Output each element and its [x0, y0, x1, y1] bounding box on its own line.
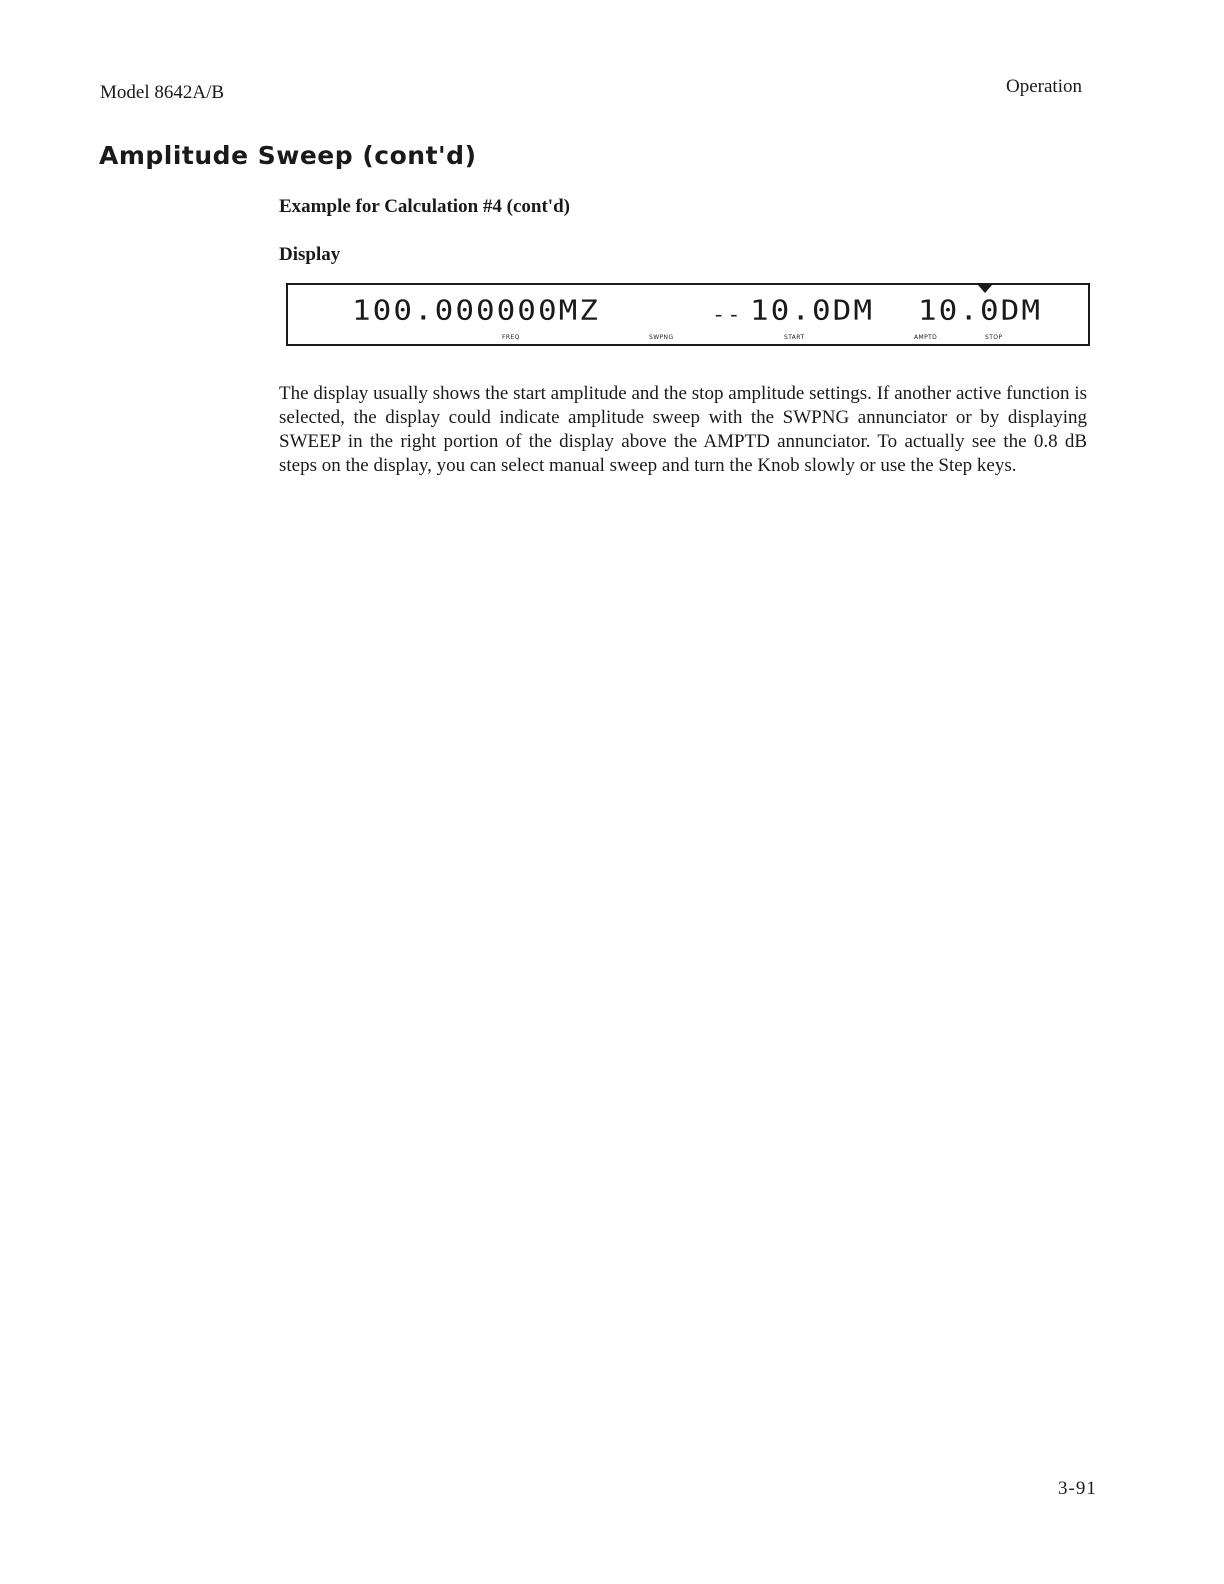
frequency-readout: 100.000000MZ: [352, 294, 600, 327]
header-section: Operation: [1006, 76, 1082, 97]
start-amplitude-readout: 10.0DM: [750, 294, 874, 327]
section-title: Amplitude Sweep (cont'd): [99, 141, 477, 170]
annunciator-swpng: SWPNG: [649, 334, 674, 341]
display-label: Display: [279, 244, 341, 265]
page-number: 3-91: [1058, 1478, 1097, 1499]
stop-amplitude-readout: 10.0DM: [918, 294, 1042, 327]
example-subheading: Example for Calculation #4 (cont'd): [279, 196, 570, 217]
header-model: Model 8642A/B: [100, 82, 225, 103]
readout-separator: --: [712, 303, 743, 327]
annunciator-ampto: AMPTD: [914, 334, 938, 341]
annunciator-freq: FREQ: [502, 334, 520, 341]
body-paragraph: The display usually shows the start amplitude and the stop amplitude settings. If another active function is selected, the display could indicate amplitude sweep with the SWPNG annunciator or by displaying SWEEP in the right portion of the display above the AMPTD annunciator. To actually see the 0.8 dB steps on the display, you can select manual sweep and turn the Knob slowly or use the Step keys.: [279, 383, 1087, 476]
instrument-display: [286, 283, 1090, 346]
annunciator-stop: STOP: [985, 334, 1003, 341]
active-indicator-icon: [978, 285, 992, 293]
annunciator-start: START: [784, 334, 805, 341]
